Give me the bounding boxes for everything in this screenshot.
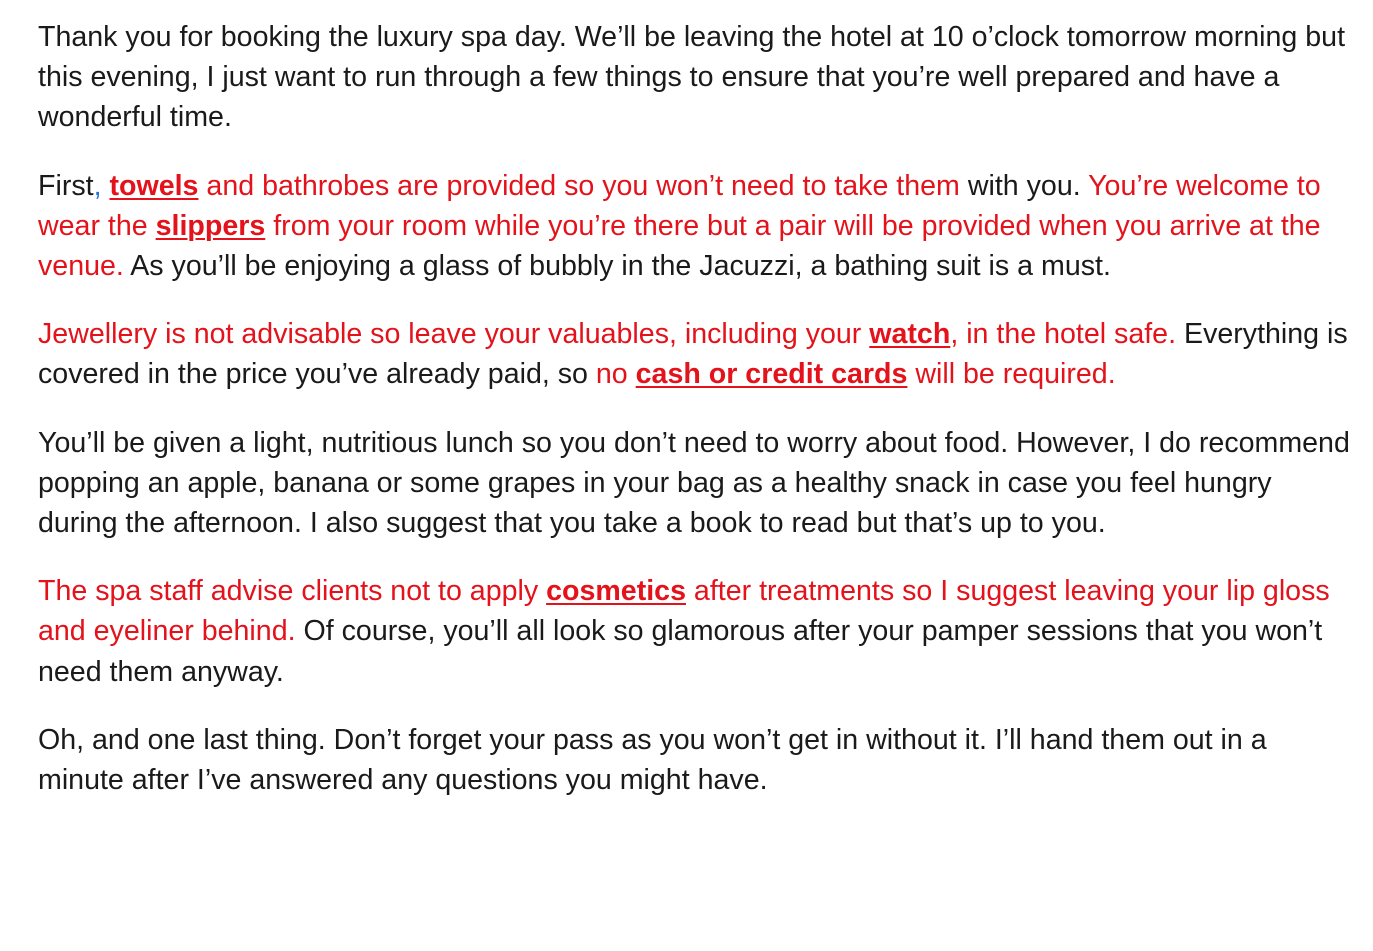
- intro-text: Thank you for booking the luxury spa day. We’ll be leaving the hotel at 10 o’clock tomorrow morning but this evening, I just want to run through a few things to ensure that you’re well prepared and have a wonderful time.: [38, 21, 1346, 134]
- highlight-segment: and bathrobes are provided so you won’t need to take them: [198, 169, 960, 202]
- document-body: [38, 17, 1358, 828]
- highlight-segment: Jewellery is not advisable so leave your valuables, including your: [38, 318, 870, 351]
- keyword-watch: watch: [869, 318, 951, 351]
- text-segment: with you.: [959, 169, 1089, 202]
- highlight-segment: , in the hotel safe.: [950, 318, 1177, 351]
- keyword-slippers: slippers: [155, 209, 266, 242]
- paragraph-cosmetics: [38, 571, 1358, 692]
- keyword-cash-or-credit-cards: cash or credit cards: [635, 358, 908, 391]
- paragraph-lunch: [38, 423, 1358, 544]
- text-segment: First: [38, 169, 94, 202]
- lunch-text: You’ll be given a light, nutritious lunch so you don’t need to worry about food. However, I do recommend popping an apple, banana or some grapes in your bag as a healthy snack in case you feel hungry during the afternoon. I also suggest that you take a book to read but that’s up to you.: [38, 426, 1350, 540]
- highlight-segment: no: [595, 358, 636, 391]
- pass-text: Oh, and one last thing. Don’t forget your pass as you won’t get in without it. I’ll hand them out in a minute after I’ve answered any questions you might have.: [38, 723, 1267, 797]
- text-segment-comma: ,: [93, 169, 110, 202]
- paragraph-pass: [38, 720, 1358, 800]
- paragraph-intro: [38, 17, 1358, 138]
- highlight-segment: after treatments so I suggest leaving your lip gloss and eyeliner behind.: [38, 575, 1330, 648]
- keyword-towels: towels: [109, 169, 199, 202]
- text-segment: Everything is covered in the price you’ve already paid, so: [38, 318, 1348, 391]
- highlight-segment: will be required.: [907, 358, 1116, 391]
- text-segment: Of course, you’ll all look so glamorous after your pamper sessions that you won’t need them anyway.: [38, 615, 1323, 688]
- paragraph-towels: [38, 166, 1358, 287]
- keyword-cosmetics: cosmetics: [546, 575, 686, 608]
- highlight-segment: from your room while you’re there but a pair will be provided when you arrive at the venue.: [38, 209, 1321, 283]
- highlight-segment: You’re welcome to wear the: [38, 169, 1321, 242]
- paragraph-valuables: [38, 314, 1358, 394]
- text-segment: As you’ll be enjoying a glass of bubbly in the Jacuzzi, a bathing suit is a must.: [123, 250, 1111, 283]
- highlight-segment: The spa staff advise clients not to apply: [38, 575, 547, 608]
